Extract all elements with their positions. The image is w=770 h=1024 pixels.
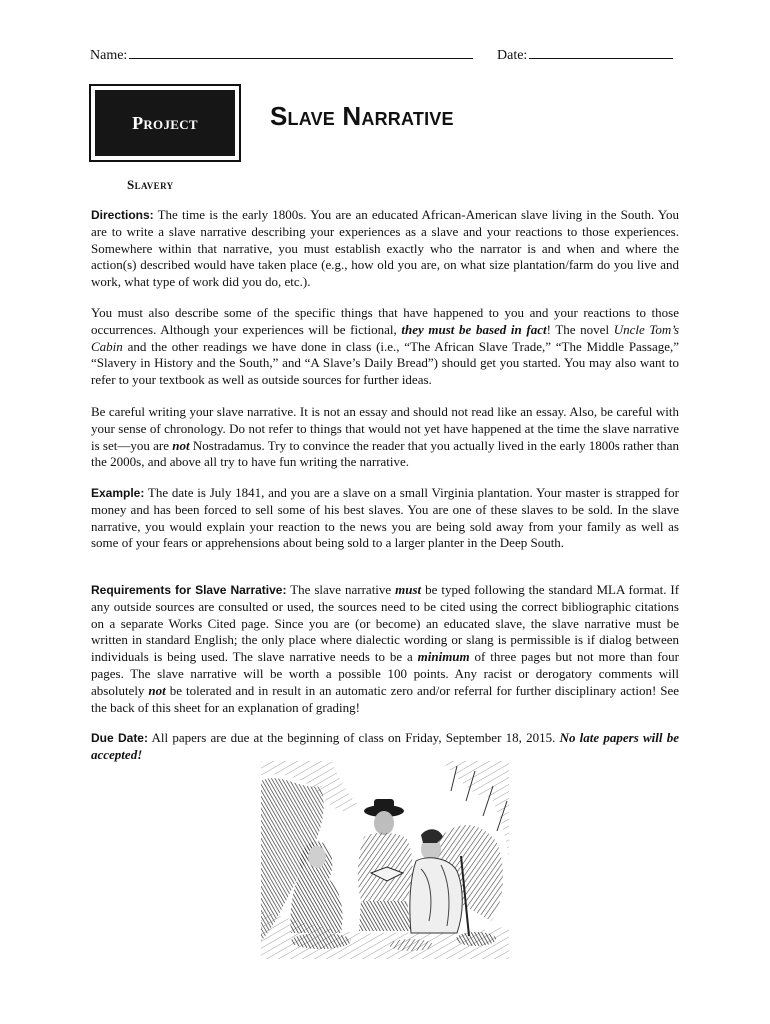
describe-paragraph — [91, 305, 679, 389]
requirements-not: not — [148, 682, 166, 698]
describe-emphasis: they must be based in fact — [401, 321, 547, 337]
describe-text-3: and the other readings we have done in class (i.e., “The African Slave Trade,” “The Middle Passage,” “Slavery in History and the South,” and “A Slave’s Daily Bread”) should get you started. You may also want to refer to your textbook as well as outside sources for further ideas. — [91, 338, 679, 388]
name-blank-line — [129, 46, 473, 59]
due-date-lead: Due Date: — [91, 731, 148, 745]
careful-text-1: Be careful writing your slave narrative. It is not an essay and should not read like an essay. Also, be careful with your sense of chronology. Do not refer to things that would not yet have happened at the time the slave narrative is set—you are — [91, 404, 679, 453]
careful-text-2: Nostradamus. Try to convince the reader that you actually lived in the early 1800s rather than the 2000s, and above all try to have fun writing the narrative. — [91, 437, 680, 470]
directions-lead: Directions: — [91, 208, 154, 222]
requirements-text-4: be tolerated and in result in an automatic zero and/or referral for further disciplinary action! See the back of this sheet for an explanation of grading! — [91, 682, 680, 715]
careful-emphasis: not — [172, 437, 190, 453]
requirements-text-2: be typed following the standard MLA format. If any outside sources are consulted or used, the sources need to be cited using the correct bibliographic citations on a separate Works Cited page. Since you are (or become) an educated slave, the slave narrative must be written in standard English; the only place where dialectic wording or slang is permissible is if dialog between individuals is being used. The slave narrative needs to be a — [91, 582, 680, 665]
describe-text-1: You must also describe some of the specific things that have happened to you and your reactions to those occurrences. Although your experiences will be fictional, — [91, 305, 679, 337]
example-lead: Example: — [91, 486, 145, 500]
novel-title: Uncle Tom’s Cabin — [91, 321, 680, 354]
section-heading: Slavery — [127, 177, 174, 192]
requirements-must: must — [395, 582, 422, 597]
due-date-text: All papers are due at the beginning of class on Friday, September 18, 2015. — [151, 730, 556, 745]
project-label: Project — [132, 112, 198, 133]
date-label: Date: — [497, 48, 528, 63]
example-paragraph — [91, 485, 679, 552]
requirements-paragraph — [91, 582, 679, 716]
engraving-illustration-icon — [261, 761, 509, 959]
requirements-lead: Requirements for Slave Narrative: — [91, 583, 287, 597]
directions-paragraph — [91, 207, 679, 291]
describe-text-2: ! The novel — [546, 321, 610, 337]
due-date-emphasis: No late papers will be accepted! — [91, 730, 680, 762]
date-field-row — [497, 46, 673, 64]
date-blank-line — [529, 46, 673, 59]
project-box-inner — [95, 90, 235, 156]
project-box — [89, 84, 241, 162]
careful-paragraph — [91, 404, 679, 471]
requirements-minimum: minimum — [417, 649, 470, 665]
name-field-row — [90, 46, 473, 64]
directions-text: The time is the early 1800s. You are an educated African-American slave living in the South. You are to write a slave narrative describing your experiences as a slave and your reactions to those experiences. Somewhere within that narrative, you must establish exactly who the narrator is and when and where the action(s) described would have taken place (e.g., how old you are, on what size plantation/farm do you live and work, what type of work did you do, etc.). — [91, 207, 679, 290]
name-label: Name: — [90, 48, 128, 63]
requirements-text-1: The slave narrative — [290, 582, 392, 597]
due-date-paragraph — [91, 730, 679, 764]
page-title: Slave Narrative — [270, 101, 454, 131]
requirements-text-3: of three pages but not more than four pages. The slave narrative will be worth a possible 100 points. Any racist or derogatory comments will absolutely — [91, 649, 680, 698]
example-text: The date is July 1841, and you are a slave on a small Virginia plantation. Your master is strapped for money and has been forced to sell some of his best slaves. You are one of these slaves to be sold. In the slave narrative, you would explain your reaction to the news you are being sold away from your family as well as some of your fears or apprehensions about being sold to a larger planter in the Deep South. — [91, 485, 680, 551]
